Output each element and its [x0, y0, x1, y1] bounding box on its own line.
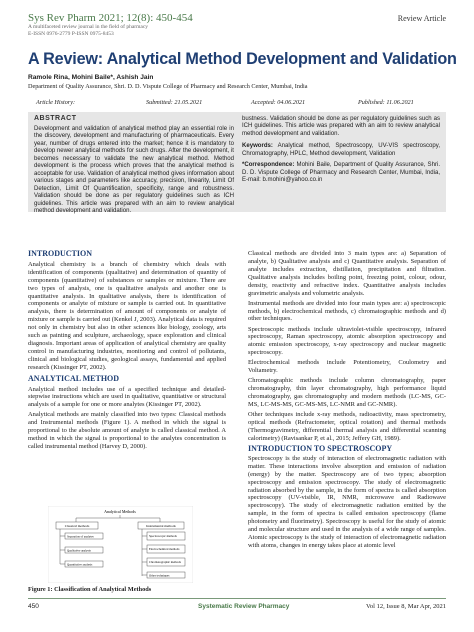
history-label: Article History: — [36, 99, 76, 106]
abstract-heading: ABSTRACT — [34, 115, 77, 122]
published-date: Published: 11.06.2021 — [358, 99, 414, 106]
other-techniques-label: Other techniques — [149, 573, 170, 578]
spectroscopic-label: Spectroscopic methods — [149, 534, 177, 538]
article-title: A Review: Analytical Method Development and Validation — [28, 50, 457, 68]
journal-citation: Sys Rev Pharm 2021; 12(8): 450-454 — [28, 12, 193, 24]
correspondence — [242, 162, 440, 184]
qualitative-label: Qualitative analysis — [67, 548, 91, 553]
figure-caption: Figure 1: Classification of Analytical Methods — [28, 586, 152, 593]
correspondence-text: Mohini Baile, Department of Quality Assurance, Shri. D. D. Vispute College of Pharmacy and Research Center, Mumbai, India, E-mail: b.mohini@yahoo.co.in — [242, 162, 440, 184]
classical-paragraph: Classical methods are divided into 3 main types are: a) Separation of analyte, b) Qualitative analysis and c) Quantitative analysis. Separation of analyte includes extraction, distillation, precipitation and filtration. Qualitative analysis includes boiling point, freezing point, colour, odour, density, reactivity and refractive index. Quantitative analysis includes gravimetric analysis and volumetric analysis. — [248, 250, 446, 297]
authors: Ramole Rina, Mohini Baile*, Ashish Jain — [28, 74, 154, 81]
spectroscopy-paragraph: Spectroscopy is the study of interaction of electromagnetic radiation with matter. These interactions involve absorption and emission of radiation (energy) by the matter. Spectroscopy are of two types; absorption spectroscopy and emission spectroscopy. The study of electromagnetic radiation absorbed by the sample, in the form of spectra is called absorption spectroscopy (UV-visible, IR, NMR, microwave and Radiowave spectroscopy). The study of electromagnetic radiation emitted by the sample, in the form of spectra is called emission spectroscopy (flame photometry and fluorimetry). Spectroscopy is useful for the study of atomic and molecular structure and used in the analysis of a wide range of samples. Atomic spectroscopy is the study of interaction of electromagnetic radiation with atoms, changes in energy takes place at atomic level — [248, 454, 446, 549]
instrumental-methods-label: Instrumental methods — [146, 524, 176, 528]
footer-divider — [28, 598, 446, 599]
chromatographic-paragraph: Chromatographic methods include column chromatography, paper chromatography, thin layer chromatography, high performance liquid chromatography, gas chromatography and modern methods (LC-MS, GC-MS, LC-MS-MS, GC-MS-MS, LC-NMR and GC-NMR). — [248, 377, 446, 409]
keywords — [242, 143, 440, 158]
right-column — [248, 250, 446, 552]
footer-journal: Systematic Review Pharmacy — [198, 603, 290, 610]
submitted-date: Submitted: 21.05.2021 — [146, 99, 203, 106]
electrochemical-paragraph: Electrochemical methods include Potentiometry, Coulometry and Voltametry. — [248, 359, 446, 375]
instrumental-paragraph: Instrumental methods are divided into four main types are: a) spectroscopic methods, b) electrochemical methods, c) chromatographic methods and d) other techniques. — [248, 299, 446, 323]
page-header — [28, 12, 446, 37]
keywords-label: Keywords: — [242, 143, 273, 150]
accepted-date: Accepted: 04.06.2021 — [251, 99, 306, 106]
spectroscopic-paragraph: Spectroscopic methods include ultraviolet-visible spectroscopy, infrared spectroscopy, Raman spectroscopy, atomic absorption spectroscopy and atomic emission spectroscopy, x-ray spectroscopy and nuclear magnetic spectroscopy. — [248, 325, 446, 357]
intro-heading: INTRODUCTION — [28, 249, 93, 258]
abstract-box — [28, 112, 446, 212]
figure-frame — [48, 506, 193, 583]
classical-methods-label: Classical methods — [64, 524, 90, 528]
chromatographic-label: Chromatographic methods — [149, 560, 181, 564]
electrochemical-label: Electrochemical methods — [149, 547, 180, 551]
figure-root-label: Analytical Methods — [104, 509, 136, 514]
article-type: Review Article — [397, 14, 446, 23]
left-column — [28, 250, 226, 453]
affiliation: Department of Quality Assurance, Shri. D. D. Vispute College of Pharmacy and Research Center, Mumbai, India — [28, 83, 308, 90]
intro-paragraph: Analytical chemistry is a branch of chemistry which deals with identification of components (qualitative) and determination of quantity of components (quantitative) of substances or samples or mixture. There are two types of analysis, one is qualitative analysis and another one is quantitative analysis. In qualitative analysis, there is identification of components or analyte of mixture or sample is carried out. In quantitative analysis, there is determination of amount of components or analyte of mixture or sample is carried out (Kenkel J, 2003). Analytical data is required not only in chemistry but also in other sciences like biology, zoology, arts such as painting and sculpture, archaeology, space exploration and clinical diagnosis. Important areas of application of analytical chemistry are quality control in manufacturing industries, monitoring and control of pollutants, clinical and biological studies, geological assays, fundamental and applied research (Kissinger PT, 2002). — [28, 260, 226, 371]
spectroscopy-heading: INTRODUCTION TO SPECTROSCOPY — [248, 443, 393, 453]
quantitative-label: Quantitative analysis — [67, 562, 93, 567]
abstract-text-col2 — [242, 116, 440, 185]
abstract-continued: bustness. Validation should be done as per regulatory guidelines such as ICH guidelines. This article was prepared with an aim to review analytical method development and validation. — [242, 116, 440, 137]
method-paragraph-1: Analytical method includes use of a specified technique and detailed-stepwise instructions which are used in qualitative, quantitative or structural analysis of a sample for one or more analytes (Kissinger PT, 2002). — [28, 385, 226, 409]
method-heading: ANALYTICAL METHOD — [28, 373, 120, 383]
abstract-text-col1: Development and validation of analytical method play an essential role in the discovery, development and manufacturing of pharmaceuticals. Every year, number of drugs entered into the market; hence it is mandatory to develop newer analytical methods for such drugs. After the development, it becomes necessary to validate the new analytical method. Method development is the process which proves that the analytical method is acceptable for use. Validation of analytical method gives information about various stages and parameters like accuracy, precision, linearity, Limit Of Detection, Limit Of Quantification, specificity, range and robustness. Validation should be done as per regulatory guidelines such as ICH guidelines. This article was prepared with an aim to review analytical method development and validation. — [34, 126, 234, 214]
correspondence-label: *Correspondence: — [242, 162, 295, 169]
footer-issue: Vol 12, Issue 8, Mar Apr, 2021 — [366, 603, 446, 610]
keywords-text: Analytical method, Spectroscopy, UV-VIS spectroscopy, Chromatography, HPLC, Method development, Validation — [242, 143, 440, 157]
classification-figure — [48, 506, 193, 583]
other-techniques-paragraph: Other techniques include x-ray methods, radioactivity, mass spectrometry, optical methods (Refractometer, optical rotation) and thermal methods (Thermogravimetry, differential thermal analysis and differential scanning calorimetry) (Ravisankar P, et al., 2015; Jeffery GH, 1989). — [248, 411, 446, 442]
page-number: 450 — [28, 603, 39, 610]
journal-subtitle: A multifaceted review journal in the field of pharmacy — [28, 24, 149, 30]
method-paragraph-2: Analytical methods are mainly classified into two types: Classical methods and Instrumental methods (Figure 1). A method in which the signal is proportional to the absolute amount of analyte is called classical method. A method in which the signal is proportional to the analytes concentration is called instrumental method (Harvey D, 2000). — [28, 411, 226, 451]
separation-label: Separation of analytes — [67, 534, 94, 539]
journal-issn: E-ISSN 0976-2779 P-ISSN 0975-8453 — [28, 30, 114, 37]
